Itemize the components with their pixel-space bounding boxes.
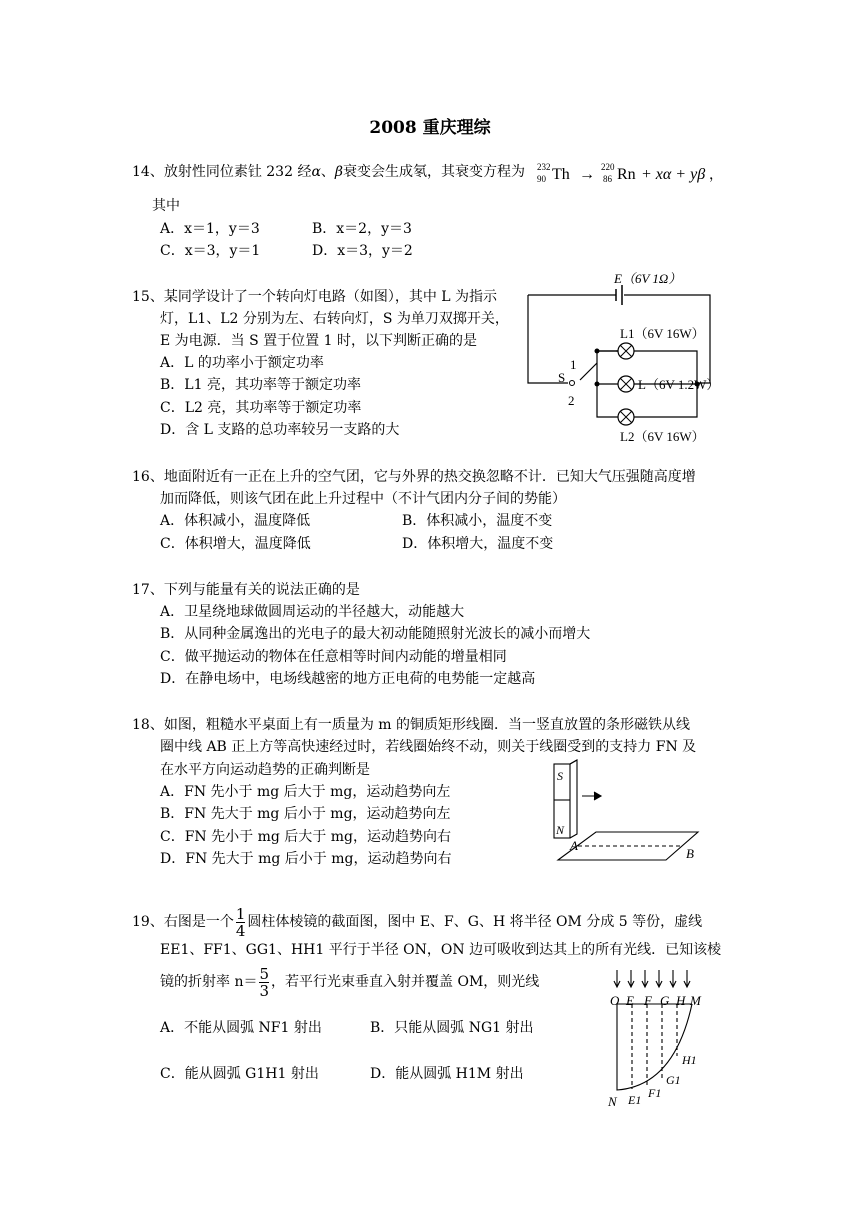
decay-equation [537, 160, 727, 188]
arrow: → [579, 166, 595, 183]
greek-beta: β [334, 164, 344, 180]
option-16-a: A．体积减小，温度降低 [160, 513, 311, 529]
question-text: 19、右图是一个 [132, 914, 234, 930]
question-19-line1 [132, 903, 702, 941]
lamp-l-label: L（6V 1.2W） [638, 377, 720, 392]
option-17-b: B．从同种金属逸出的光电子的最大初动能随照射光波长的减小而增大 [160, 626, 591, 642]
option-19-c: C．能从圆弧 G1H1 射出 [160, 1066, 319, 1082]
switch-position-1: 1 [570, 357, 577, 372]
question-18-line3: 在水平方向运动趋势的正确判断是 [160, 762, 370, 778]
option-16-c: C．体积增大，温度降低 [160, 536, 311, 552]
question-18-line1: 18、如图，粗糙水平桌面上有一质量为 m 的铜质矩形线圈．当一竖直放置的条形磁铁从线 [132, 717, 690, 733]
rn-mass-number: 220 [601, 162, 615, 172]
fraction-numerator: 5 [259, 964, 270, 983]
question-number: 14、 [132, 164, 164, 180]
point-b-label: B [686, 846, 694, 861]
question-text: 圆柱体棱镜的截面图，图中 E、F、G、H 将半径 OM 分成 5 等份，虚线 [247, 914, 703, 930]
question-15-line2: 灯，L1、L2 分别为左、右转向灯，S 为单刀双掷开关， [160, 311, 509, 327]
point-g-label: G [660, 993, 670, 1008]
magnet-s-label: S [557, 769, 563, 783]
comma: ， [709, 168, 723, 183]
question-14-line2: 其中 [152, 198, 180, 214]
point-g1-label: G1 [666, 1073, 681, 1087]
option-19-b: B．只能从圆弧 NG1 射出 [370, 1020, 534, 1036]
option-18-a: A．FN 先小于 mg 后大于 mg，运动趋势向左 [160, 784, 451, 800]
option-15-b: B．L1 亮，其功率等于额定功率 [160, 377, 361, 393]
battery-label: E（6V 1Ω） [614, 271, 682, 286]
fraction-denominator: 4 [235, 921, 246, 940]
fraction-one-quarter [236, 906, 246, 939]
th-atomic-number: 90 [537, 174, 546, 184]
question-text: 放射性同位素钍 232 经 [163, 164, 312, 180]
rn-atomic-number: 86 [603, 174, 612, 184]
equation-tail: + xα + yβ [641, 166, 706, 183]
point-f-label: F [644, 993, 652, 1008]
th-mass-number: 232 [537, 162, 551, 172]
point-o-label: O [610, 993, 620, 1008]
separator: 、 [320, 164, 335, 180]
question-text: 衰变会生成氡，其衰变方程为 [343, 164, 526, 180]
question-text: ，若平行光束垂直入射并覆盖 OM，则光线 [271, 974, 540, 990]
question-18-line2: 圈中线 AB 正上方等高快速经过时，若线圈始终不动，则关于线圈受到的支持力 FN 及 [160, 739, 697, 755]
point-a-label: A [570, 838, 578, 853]
question-19-line3 [160, 963, 539, 1001]
option-14-b: B．x＝2，y＝3 [312, 221, 412, 237]
quarter-circle-prism [617, 1004, 692, 1090]
question-15-line3: E 为电源．当 S 置于位置 1 时，以下判断正确的是 [160, 333, 477, 349]
point-e-label: E [626, 993, 634, 1008]
option-18-b: B．FN 先大于 mg 后小于 mg，运动趋势向左 [160, 806, 451, 822]
option-15-a: A．L 的功率小于额定功率 [160, 355, 324, 371]
option-15-d: D．含 L 支路的总功率较另一支路的大 [160, 422, 400, 438]
switch-position-2: 2 [568, 393, 575, 408]
lamp-l2-label: L2（6V 16W） [620, 429, 705, 444]
circuit-diagram [520, 265, 720, 450]
option-16-d: D．体积增大，温度不变 [402, 536, 554, 552]
th-symbol: Th [552, 166, 570, 183]
option-14-c: C．x＝3，y＝1 [160, 243, 261, 259]
option-15-c: C．L2 亮，其功率等于额定功率 [160, 400, 362, 416]
fraction-numerator: 1 [235, 904, 246, 923]
question-text: 镜的折射率 n＝ [160, 974, 258, 990]
option-17-c: C．做平抛运动的物体在任意相等时间内动能的增量相同 [160, 649, 507, 665]
option-16-b: B．体积减小，温度不变 [402, 513, 553, 529]
option-19-a: A．不能从圆弧 NF1 射出 [160, 1020, 322, 1036]
rn-symbol: Rn [617, 166, 636, 183]
option-14-d: D．x＝3，y＝2 [312, 243, 413, 259]
page-title: 2008 重庆理综 [369, 118, 491, 138]
switch-label: S [558, 370, 566, 385]
option-17-d: D．在静电场中，电场线越密的地方正电荷的电势能一定越高 [160, 671, 536, 687]
greek-alpha: α [311, 164, 321, 180]
question-15-line1: 15、某同学设计了一个转向灯电路（如图），其中 L 为指示 [132, 289, 498, 305]
prism-diagram [604, 966, 714, 1111]
point-n-label: N [608, 1094, 617, 1109]
question-16-line1: 16、地面附近有一正在上升的空气团，它与外界的热交换忽略不计．已知大气压强随高度增 [132, 469, 696, 485]
option-18-c: C．FN 先小于 mg 后大于 mg，运动趋势向右 [160, 829, 451, 845]
question-14-stem [132, 162, 525, 182]
fraction-denominator: 3 [259, 981, 270, 1000]
point-f1-label: F1 [648, 1086, 662, 1100]
option-19-d: D．能从圆弧 H1M 射出 [370, 1066, 524, 1082]
option-18-d: D．FN 先大于 mg 后小于 mg，运动趋势向右 [160, 851, 452, 867]
point-h-label: H [676, 993, 686, 1008]
fraction-five-thirds [259, 966, 269, 999]
point-m-label: M [690, 993, 701, 1008]
magnet-n-label: N [556, 823, 565, 837]
option-14-a: A．x＝1，y＝3 [160, 221, 260, 237]
magnet-coil-diagram [548, 760, 708, 870]
option-17-a: A．卫星绕地球做圆周运动的半径越大，动能越大 [160, 604, 465, 620]
question-19-line2: EE1、FF1、GG1、HH1 平行于半径 ON，ON 边可吸收到达其上的所有光线．已知该棱 [160, 942, 722, 958]
lamp-l1-label: L1（6V 16W） [620, 326, 705, 341]
point-e1-label: E1 [628, 1093, 642, 1107]
point-h1-label: H1 [682, 1053, 697, 1067]
question-17-line1: 17、下列与能量有关的说法正确的是 [132, 582, 360, 598]
question-16-line2: 加而降低，则该气团在此上升过程中（不计气团内分子间的势能） [160, 491, 566, 507]
